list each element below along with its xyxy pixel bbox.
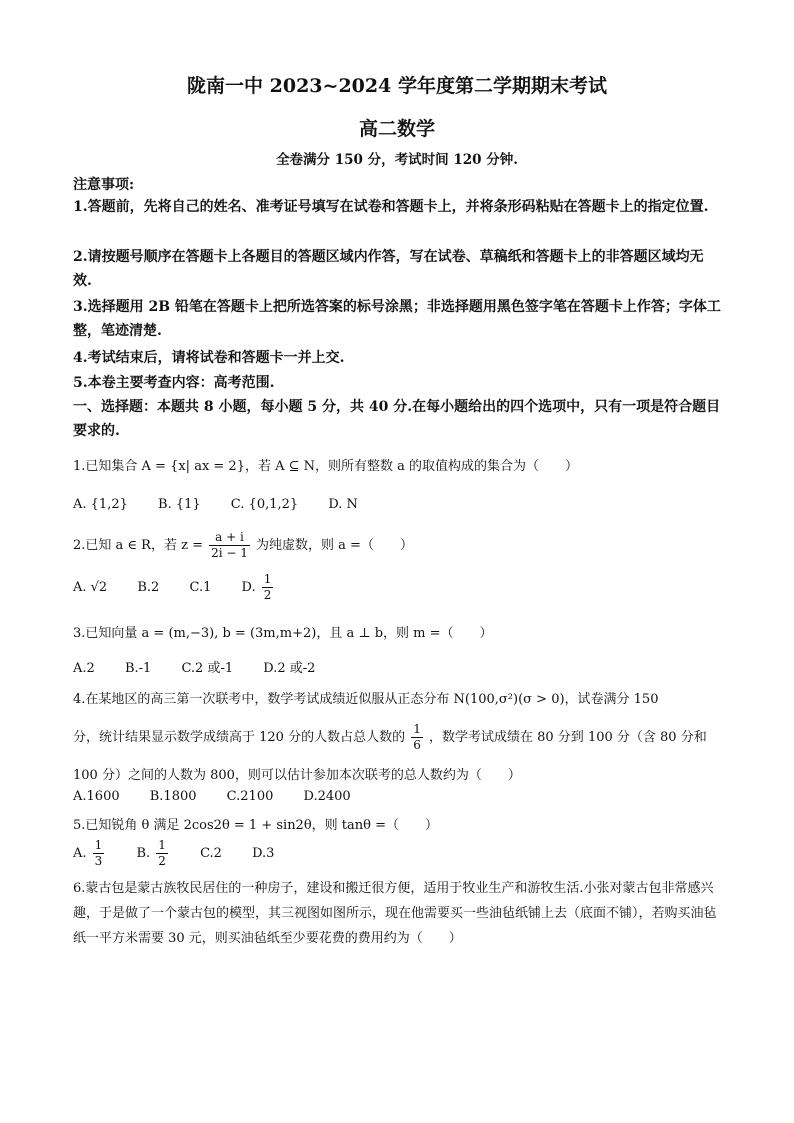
option-d: D.2 或-2 <box>263 661 316 676</box>
option-b <box>136 838 169 869</box>
option-b: B.-1 <box>124 661 152 676</box>
exam-subtitle: 高二数学 <box>358 118 435 140</box>
question-4-line-2 <box>73 722 707 753</box>
question-5-stem: 5.已知锐角 θ 满足 2cos2θ = 1 + sin2θ，则 tanθ =（ ） <box>73 818 438 833</box>
fraction-numerator: a + i <box>209 530 250 546</box>
question-2-stem <box>73 530 413 561</box>
notes-heading: 注意事项: <box>73 177 135 193</box>
question-2-options <box>73 572 301 603</box>
option-b-fraction <box>156 838 168 869</box>
option-a-fraction <box>93 838 105 869</box>
question-2-stem-b: 为纯虚数，则 a =（ ） <box>256 538 413 553</box>
fraction-denominator: 6 <box>413 738 421 752</box>
option-a: A. √2 <box>73 580 108 595</box>
fraction-denominator: 2 <box>158 854 166 868</box>
option-c: C. {0,1,2} <box>230 497 299 512</box>
question-3-stem: 3.已知向量 a = (m,−3), b = (3m,m+2)，且 a ⊥ b，则 m =（ ） <box>73 626 493 641</box>
fraction-denominator: 2 <box>263 588 272 602</box>
question-4-options <box>73 789 377 804</box>
section-heading: 一、选择题：本题共 8 小题，每小题 5 分，共 40 分.在每小题给出的四个选项中，只有一项是符合题目要求的. <box>73 399 721 439</box>
note-item-4: 4.考试结束后，请将试卷和答题卡一并上交. <box>73 350 345 366</box>
question-1-options <box>73 497 384 512</box>
fraction-denominator: 3 <box>94 854 103 868</box>
question-4-fraction <box>411 722 423 753</box>
fraction-numerator: 1 <box>413 722 421 736</box>
option-a: A.2 <box>73 661 95 676</box>
option-b: B.1800 <box>149 789 197 804</box>
option-c: C.2 或-1 <box>181 661 234 676</box>
option-b-label: B. <box>136 846 151 861</box>
option-a: A. {1,2} <box>73 497 128 512</box>
question-4-line-3: 100 分）之间的人数为 800，则可以估计参加本次联考的总人数约为（ ） <box>73 768 521 783</box>
fraction-numerator: 1 <box>263 572 272 586</box>
option-b: B.2 <box>137 580 160 595</box>
option-c: C.2100 <box>226 789 274 804</box>
question-2-fraction <box>209 530 250 561</box>
fraction-numerator: 1 <box>158 838 166 852</box>
option-d: D.2400 <box>303 789 351 804</box>
option-d-label: D. <box>241 580 256 595</box>
note-item-3: 3.选择题用 2B 铅笔在答题卡上把所选答案的标号涂黑；非选择题用黑色签字笔在答题卡上作答；字体工整，笔迹清楚. <box>73 299 721 339</box>
fraction-denominator: 2i − 1 <box>211 546 248 560</box>
note-item-5: 5.本卷主要考查内容：高考范围. <box>73 375 275 391</box>
option-a: A.1600 <box>73 789 120 804</box>
fraction-numerator: 1 <box>94 838 103 852</box>
exam-title: 陇南一中 2023~2024 学年度第二学期期末考试 <box>187 75 607 97</box>
question-3-options <box>73 657 341 676</box>
note-item-2: 2.请按题号顺序在答题卡上各题目的答题区域内作答，写在试卷、草稿纸和答题卡上的非答题区域均无效. <box>73 249 704 289</box>
option-a-label: A. <box>73 846 87 861</box>
option-c: C.2 <box>200 846 222 861</box>
exam-info: 全卷满分 150 分，考试时间 120 分钟. <box>276 152 518 168</box>
question-6-text: 6.蒙古包是蒙古族牧民居住的一种房子，建设和搬迁很方便，适用于牧业生产和游牧生活.小张对蒙古包非常感兴趣，于是做了一个蒙古包的模型，其三视图如图所示，现在他需要买一些油毡纸铺上去（底面不铺），若购买油毡纸一平方米需要 30 元，则买油毡纸至少要花费的费用约为（ ） <box>73 881 717 946</box>
question-4-line-2-b: ，数学考试成绩在 80 分到 100 分（含 80 分和 <box>429 730 707 745</box>
question-4-line-2-a: 分，统计结果显示数学成绩高于 120 分的人数占总人数的 <box>73 730 406 745</box>
option-b: B. {1} <box>158 497 201 512</box>
question-4-line-1: 4.在某地区的高三第一次联考中，数学考试成绩近似服从正态分布 N(100,σ²)(σ > 0)，试卷满分 150 <box>73 692 659 707</box>
question-2-stem-a: 2.已知 a ∈ R，若 z = <box>73 538 203 553</box>
question-5-options <box>73 838 300 869</box>
option-d: D.3 <box>252 846 275 861</box>
option-d-fraction <box>262 572 274 603</box>
option-c: C.1 <box>189 580 212 595</box>
option-d <box>242 572 276 603</box>
question-1-stem: 1.已知集合 A = {x| ax = 2}，若 A ⊆ N，则所有整数 a 的取值构成的集合为（ ） <box>73 459 579 474</box>
option-a <box>73 838 106 869</box>
note-item-1: 1.答题前，先将自己的姓名、准考证号填写在试卷和答题卡上，并将条形码粘贴在答题卡上的指定位置. <box>73 199 709 215</box>
option-d: D. N <box>328 497 358 512</box>
